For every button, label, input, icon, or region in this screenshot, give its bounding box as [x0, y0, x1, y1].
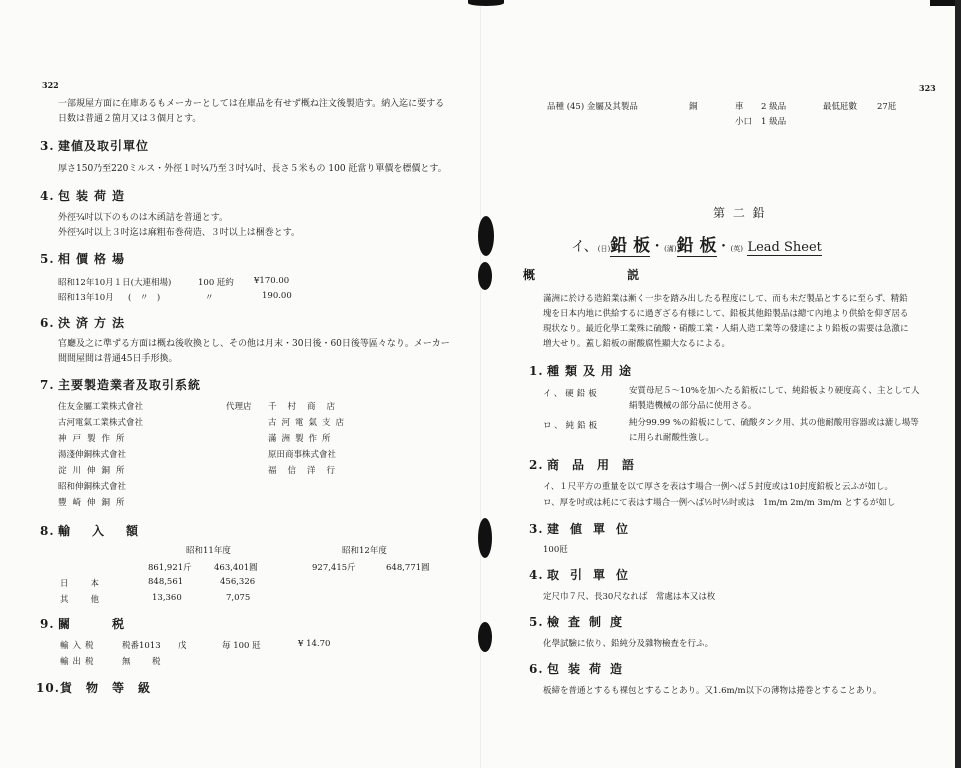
chapter-title: 第 二 鉛 — [713, 206, 767, 220]
goods-class-min-label: 最低瓩數 — [823, 102, 858, 112]
item-title: イ、(日)鉛 板・(滿)鉛 板・(英) Lead Sheet — [571, 236, 822, 256]
section-heading: 5. 檢査制度 — [529, 615, 632, 629]
body-line: 官廳及之に準ずる方面は概ね後收換とし、その他は月末・30日後・60日後等區々なり。メーカー — [58, 339, 450, 349]
section-heading: 8. 輸入額 — [40, 524, 161, 538]
tariff-cell: 無 — [122, 657, 131, 667]
price-value: ¥170.00 — [254, 276, 290, 286]
tariff-cell: 戊 — [178, 641, 187, 651]
price-mark: ( 〃 ) — [128, 293, 161, 303]
maker-name: 湯淺伸銅株式會社 — [58, 450, 127, 460]
agent-name: 福信洋行 — [268, 466, 347, 476]
page-number: 322 — [42, 80, 59, 90]
section-heading: 3. 建値及取引單位 — [40, 139, 150, 153]
price-unit: 〃 — [205, 293, 214, 303]
body-line: 塊を日本内地に供給するに過ぎざる有様にして、鉛板其他鉛製品は總て內地より供給を仰ぎ居る — [543, 309, 909, 319]
import-total: 648,771圓 — [386, 563, 430, 573]
left-page — [0, 0, 480, 768]
import-row-label: 其他 — [60, 595, 122, 605]
scan-blot — [478, 622, 492, 652]
tariff-cell: 毎 100 瓩 — [222, 641, 261, 651]
price-unit: 100 瓩約 — [198, 278, 234, 288]
agent-name: 原田商事株式會社 — [268, 450, 337, 460]
body-line: 間間屋間は普通45日手形換。 — [58, 354, 178, 364]
scan-edge — [955, 0, 961, 768]
kind-desc: に用られ耐酸性強し。 — [629, 433, 715, 443]
term-line: イ、１尺平方の重量を以て厚さを表はす場合一例へば５封度或は10封度鉛板と云ふが如し。 — [543, 482, 894, 492]
right-page — [481, 0, 961, 768]
import-row-label: 日本 — [60, 579, 122, 589]
term-line: ロ、厚を吋或は耗にて表はす場合一例へば½吋½吋或は 1m/m 2m/m 3m/m とするが如し — [543, 498, 896, 508]
body-line: 増大せり。蓋し鉛板の耐酸腐性顯大なるによる。 — [543, 339, 731, 349]
section-heading: 7. 主要製造業者及取引系統 — [40, 378, 202, 392]
body-line: 外徑¾吋以上３吋迄は麻粗布巻荷造、３吋以上は梱巻とす。 — [58, 228, 301, 238]
import-value: 13,360 — [152, 593, 182, 603]
maker-name: 住友金屬工業株式會社 — [58, 402, 144, 412]
import-value: 456,326 — [220, 577, 256, 587]
import-total: 927,415斤 — [312, 563, 356, 573]
tariff-cell: ¥ 14.70 — [298, 639, 331, 649]
goods-class-label: 品種 (45) 金屬及其製品 — [547, 102, 638, 112]
body-line: 一部規屋方面に在庫あるもメーカーとしては在庫品を有せず概ね注文後製造す。納入迄に要する — [58, 99, 445, 109]
body-line: 化學試驗に依り、鉛純分及雜物檢査を行ふ。 — [543, 639, 714, 649]
tariff-cell: 税 — [152, 657, 161, 667]
price-date: 昭和13年10月 — [58, 293, 114, 303]
maker-name: 昭和伸銅株式會社 — [58, 482, 127, 492]
scan-blot — [478, 518, 492, 558]
import-total: 861,921斤 — [148, 563, 192, 573]
body-line: 外徑¾吋以下のものは木函詰を普通とす。 — [58, 213, 229, 223]
agent-name: 滿洲製作所 — [268, 434, 336, 444]
price-value: 190.00 — [262, 291, 292, 301]
scan-blot — [478, 262, 492, 290]
body-line: 100瓩 — [543, 545, 568, 555]
agent-label: 代理店 — [226, 402, 252, 412]
section-heading: 1. 種類及用途 — [529, 364, 638, 378]
body-line: 厚さ150乃至220ミルス・外徑１吋¼乃至３吋¼吋、長さ５米もの 100 瓩當り單價を標價とす。 — [58, 164, 447, 174]
section-heading: 9. 關税 — [40, 617, 167, 631]
section-heading: 2. 商品用語 — [529, 458, 648, 472]
body-line: 板締を普通とするも裸包とすることあり。又1.6m/m以下の薄物は捲巻とすることあり。 — [543, 686, 882, 696]
goods-class-car-grade: 2 級品 — [761, 102, 787, 112]
kind-name: イ、硬鉛板 — [543, 389, 600, 399]
import-total: 463,401圓 — [214, 563, 258, 573]
body-line: 日数は普通２箇月又は３個月とす。 — [58, 114, 202, 124]
kind-name: ロ、純鉛板 — [543, 421, 601, 431]
maker-name: 神戸製作所 — [58, 434, 131, 444]
kind-desc: 純分99.99 %の鉛板にして、硫酸タンク用、其の他耐酸用容器或は漉し場等 — [629, 418, 919, 428]
agent-name: 古河電氣支店 — [268, 418, 350, 428]
goods-class-metal: 銅 — [689, 102, 698, 112]
section-heading: 6. 決済方法 — [40, 316, 131, 330]
import-value: 7,075 — [226, 593, 251, 603]
body-line: 現状なり。最近化學工業殊に硫酸・硝酸工業・人絹人造工業等の發達により鉛板の需要は急激に — [543, 324, 909, 334]
section-heading: 5. 相價格場 — [40, 252, 131, 266]
import-value: 848,561 — [148, 577, 184, 587]
tariff-label: 輸出税 — [60, 657, 98, 667]
section-heading: 6. 包装荷造 — [529, 662, 632, 676]
body-line: 定尺巾７尺、長30尺なれば 常處は本又は枚 — [543, 592, 716, 602]
section-heading: 3. 建値單位 — [529, 522, 640, 536]
page-number: 323 — [919, 83, 936, 93]
price-date: 昭和12年10月１日(大連相場) — [58, 278, 172, 288]
section-heading: 10.貨物等級 — [36, 681, 165, 695]
tariff-label: 輸入税 — [60, 641, 98, 651]
overview-heading: 概 説 — [523, 268, 684, 282]
goods-class-car: 車 — [735, 102, 744, 112]
goods-class-small-grade: 1 級品 — [761, 117, 787, 127]
goods-class-small: 小口 — [735, 117, 753, 127]
section-heading: 4. 包装荷造 — [40, 189, 131, 203]
body-line: 滿洲に於ける造鉛業は漸く一歩を踏み出したる程度にして、而も未だ製品とするに至らず、精鉛 — [543, 294, 908, 304]
import-col-header: 昭和11年度 — [186, 546, 231, 556]
import-col-header: 昭和12年度 — [342, 546, 387, 556]
maker-name: 豐崎伸銅所 — [58, 498, 131, 508]
section-heading: 4. 取引單位 — [529, 568, 640, 582]
maker-name: 淀川伸銅所 — [58, 466, 131, 476]
scan-blot — [478, 216, 494, 256]
maker-name: 古河電氣工業株式會社 — [58, 418, 144, 428]
scan-blot — [468, 0, 504, 6]
agent-name: 千村商店 — [268, 402, 347, 412]
kind-desc: 安質母尼５～10%を加へたる鉛板にして、純鉛板より硬度高く、主として人 — [629, 386, 920, 396]
goods-class-min-value: 27瓩 — [877, 102, 897, 112]
kind-desc: 絹製造機械の部分品に使用さる。 — [629, 401, 757, 411]
tariff-cell: 税番1013 — [122, 641, 161, 651]
